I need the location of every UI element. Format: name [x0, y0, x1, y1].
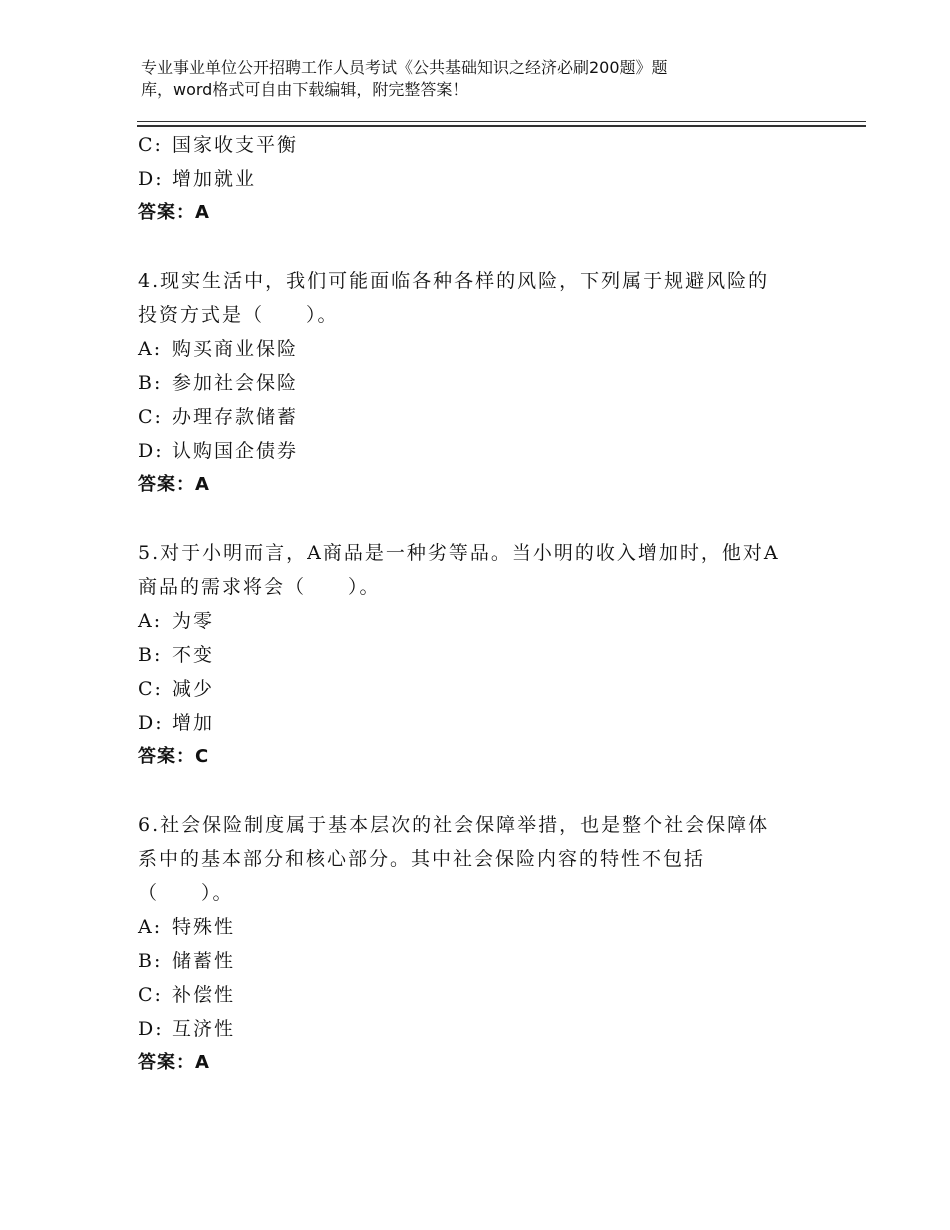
option-text: 增加	[172, 712, 215, 734]
answer-line: 答案：A	[138, 202, 210, 223]
option-b	[138, 366, 808, 400]
option-d	[138, 434, 808, 468]
option-text: 补偿性	[172, 984, 236, 1006]
option-letter: C:	[138, 134, 163, 156]
option-text: 认购国企债券	[172, 440, 299, 462]
option-letter: A:	[138, 916, 163, 938]
document-header	[141, 57, 781, 101]
option-letter: D:	[138, 1018, 164, 1040]
option-letter: B:	[138, 644, 163, 666]
option-letter: C:	[138, 406, 163, 428]
question-block-6	[138, 808, 808, 1080]
option-c	[138, 672, 808, 706]
option-letter: D:	[138, 168, 164, 190]
option-a	[138, 604, 808, 638]
option-c	[138, 128, 808, 162]
question-text-line: 6.社会保险制度属于基本层次的社会保障举措，也是整个社会保障体	[138, 814, 770, 836]
option-text: 储蓄性	[172, 950, 236, 972]
question-text-line: 系中的基本部分和核心部分。其中社会保险内容的特性不包括	[138, 848, 706, 870]
option-letter: B:	[138, 372, 163, 394]
option-a	[138, 910, 808, 944]
question-text-line: 商品的需求将会（ ）。	[138, 576, 381, 598]
question-text-line: 5.对于小明而言，A商品是一种劣等品。当小明的收入增加时，他对A	[138, 542, 780, 564]
question-content	[138, 128, 808, 1080]
option-letter: A:	[138, 338, 163, 360]
option-text: 增加就业	[172, 168, 257, 190]
option-b	[138, 638, 808, 672]
header-line-1: 专业事业单位公开招聘工作人员考试《公共基础知识之经济必刷200题》题	[141, 58, 668, 77]
option-b	[138, 944, 808, 978]
option-text: 购买商业保险	[172, 338, 299, 360]
option-text: 不变	[172, 644, 215, 666]
question-text-line: 4.现实生活中，我们可能面临各种各样的风险，下列属于规避风险的	[138, 270, 770, 292]
option-text: 为零	[172, 610, 215, 632]
option-letter: C:	[138, 678, 163, 700]
option-letter: D:	[138, 712, 164, 734]
answer-line: 答案：A	[138, 1052, 210, 1073]
option-d	[138, 706, 808, 740]
header-rule-thin	[137, 121, 866, 122]
question-block-5	[138, 536, 808, 774]
option-letter: A:	[138, 610, 163, 632]
answer-line: 答案：C	[138, 746, 210, 767]
option-letter: C:	[138, 984, 163, 1006]
question-text-line: （ ）。	[138, 882, 234, 904]
header-line-2: 库，word格式可自由下载编辑，附完整答案！	[141, 80, 469, 99]
question-text-line: 投资方式是（ ）。	[138, 304, 339, 326]
answer-line: 答案：A	[138, 474, 210, 495]
option-text: 国家收支平衡	[172, 134, 299, 156]
option-letter: B:	[138, 950, 163, 972]
option-text: 互济性	[172, 1018, 236, 1040]
option-c	[138, 978, 808, 1012]
header-rule-thick	[137, 125, 866, 127]
option-text: 参加社会保险	[172, 372, 299, 394]
option-a	[138, 332, 808, 366]
question-block-4	[138, 264, 808, 502]
question-block-3-tail	[138, 128, 808, 230]
option-text: 减少	[172, 678, 215, 700]
option-d	[138, 1012, 808, 1046]
option-text: 特殊性	[172, 916, 236, 938]
option-d	[138, 162, 808, 196]
option-letter: D:	[138, 440, 164, 462]
option-c	[138, 400, 808, 434]
option-text: 办理存款储蓄	[172, 406, 299, 428]
